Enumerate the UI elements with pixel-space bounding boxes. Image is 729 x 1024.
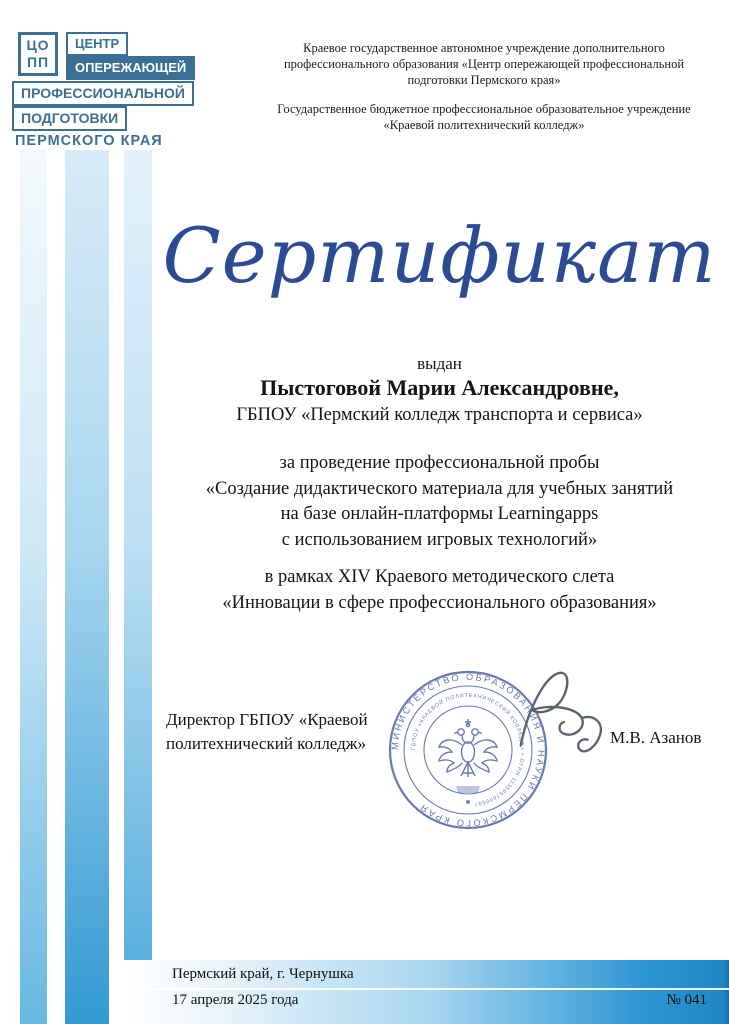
logo-mark-line2: ПП bbox=[26, 54, 50, 70]
seal-outer-text: МИНИСТЕРСТВО ОБРАЗОВАНИЯ И НАУКИ ПЕРМСКОГО КРАЯ bbox=[389, 671, 547, 829]
footer-divider-line bbox=[118, 988, 729, 990]
logo-word-operezhayushchey: ОПЕРЕЖАЮЩЕЙ bbox=[66, 56, 195, 80]
recipient-name: Пыстоговой Марии Александровне, bbox=[260, 375, 619, 400]
org1 bbox=[248, 40, 720, 88]
event-paragraph bbox=[150, 565, 729, 616]
reason-line: на базе онлайн-платформы Learningapps bbox=[280, 504, 599, 524]
footer-date: 17 апреля 2025 года bbox=[172, 992, 299, 1008]
left-stripe-1 bbox=[20, 150, 47, 1024]
org1-line: профессионального образования «Центр опережающей профессиональной bbox=[283, 57, 685, 71]
issued-label: выдан bbox=[417, 354, 462, 373]
logo-word-podgotovki: ПОДГОТОВКИ bbox=[12, 106, 127, 131]
reason-line: «Создание дидактического материала для учебных занятий bbox=[205, 478, 674, 499]
left-stripe-3 bbox=[124, 150, 152, 1024]
director-role-line: политехнический колледж» bbox=[166, 734, 367, 753]
seal-inner-text: ГБПОУ «КРАЕВОЙ ПОЛИТЕХНИЧЕСКИЙ КОЛЛЕДЖ» • ОГРН 1135957600597 bbox=[410, 692, 526, 807]
certificate-number: № 041 bbox=[666, 992, 707, 1008]
org1-line: подготовки Пермского края» bbox=[407, 73, 561, 87]
left-stripe-2 bbox=[65, 150, 109, 1024]
signer-name: М.В. Азанов bbox=[610, 728, 702, 747]
footer-place: Пермский край, г. Чернушка bbox=[172, 966, 354, 982]
event-line: «Инновации в сфере профессионального образования» bbox=[222, 592, 657, 613]
footer-band bbox=[118, 960, 729, 1024]
logo-word-professionalnoy: ПРОФЕССИОНАЛЬНОЙ bbox=[12, 81, 194, 106]
org2-line: Государственное бюджетное профессиональное образовательное учреждение bbox=[277, 102, 691, 116]
reason-paragraph bbox=[150, 451, 729, 553]
reason-line: с использованием игровых технологий» bbox=[281, 529, 598, 550]
event-line: в рамках XIV Краевого методического слета bbox=[264, 567, 615, 587]
logo-tagline: ПЕРМСКОГО КРАЯ bbox=[15, 133, 163, 149]
logo-word-centr: ЦЕНТР bbox=[66, 32, 128, 56]
director-role bbox=[166, 708, 368, 756]
org1-line: Краевое государственное автономное учреждение дополнительного bbox=[303, 41, 665, 55]
certificate-title: Сертификат bbox=[162, 211, 717, 300]
recipient-organization: ГБПОУ «Пермский колледж транспорта и сервиса» bbox=[236, 405, 643, 425]
copp-logo-mark-icon bbox=[18, 32, 58, 76]
org2 bbox=[248, 101, 720, 133]
double-headed-eagle-icon bbox=[439, 719, 497, 804]
director-signature bbox=[503, 660, 621, 780]
org2-line: «Краевой политехнический колледж» bbox=[383, 118, 585, 132]
logo-mark-line1: ЦО bbox=[26, 37, 50, 53]
reason-line: за проведение профессиональной пробы bbox=[279, 453, 600, 473]
header-organizations bbox=[248, 40, 720, 133]
director-role-line: Директор ГБПОУ «Краевой bbox=[166, 710, 368, 729]
